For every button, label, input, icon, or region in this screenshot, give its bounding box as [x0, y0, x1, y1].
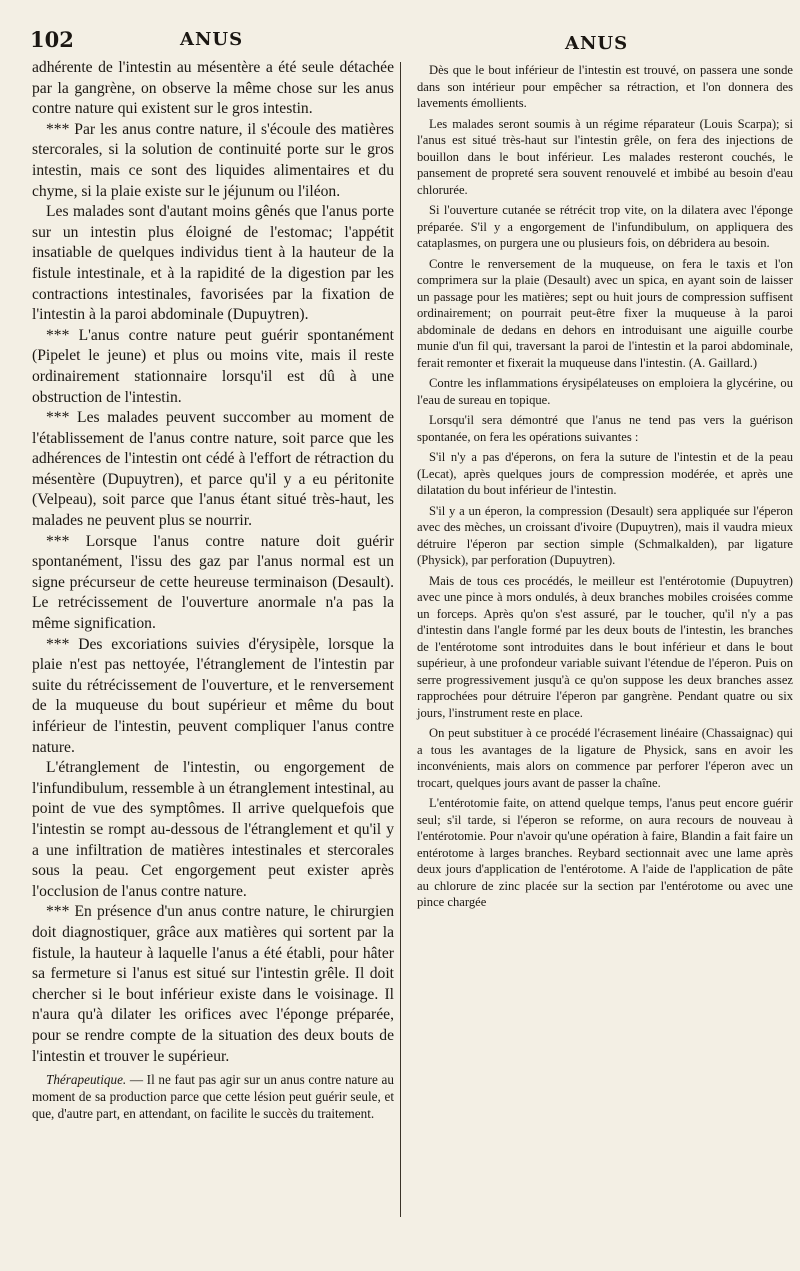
paragraph: On peut substituer à ce procédé l'écrasement linéaire (Chassaignac) qui a tous les avantages de la ligature de Physick, sans en avoir les inconvénients, mais alors on commence par perforer l'éperon avec un trocart, quelques jours avant de passer la chaîne. — [417, 726, 793, 790]
section-text: — Il ne faut pas agir sur un anus contre nature au moment de sa production parce que cette lésion peut guérir seule, et que, d'autre part, en attendant, on facilite le succès du traitement. — [32, 1072, 394, 1122]
paragraph: adhérente de l'intestin au mésentère a été seule détachée par la gangrène, on observe la même chose sur les anus contre nature qui existent sur le gros intestin. — [32, 59, 394, 118]
page-number: 102 — [30, 27, 74, 52]
section-lead: Thérapeutique. — [46, 1072, 127, 1088]
paragraph: Contre les inflammations érysipélateuses on emploiera la glycérine, ou l'eau de sureau en topique. — [417, 376, 793, 407]
left-column — [32, 58, 394, 1122]
paragraph: S'il y a un éperon, la compression (Desault) sera appliquée sur l'éperon avec des mèches, un croissant d'ivoire (Dupuytren), mais il vaudra mieux détruire l'éperon par section simple (Schmalkalden), par ligature (Physick), par perforation (Dupuytren). — [417, 503, 793, 567]
paragraph: *** Des excoriations suivies d'érysipèle, lorsque la plaie n'est pas nettoyée, l'étranglement de l'intestin par suite du rétrécissement de l'ouverture, et le renversement de la muqueuse du bout supérieur et même du bout inférieur de l'intestin, peuvent compliquer l'anus contre nature. — [32, 635, 394, 756]
paragraph: Les malades sont d'autant moins gênés que l'anus porte sur un intestin plus éloigné de l'estomac; l'appétit insatiable de quelques individus tient à la hauteur de la fistule intestinale, et à la rapidité de la digestion par les contractions intestinales, favorisées par la fixation de l'intestin à la paroi abdominale (Dupuytren). — [32, 203, 394, 324]
column-divider — [400, 62, 401, 1217]
right-column — [417, 62, 793, 915]
running-title-right: ANUS — [565, 33, 629, 54]
paragraph: *** Lorsque l'anus contre nature doit guérir spontanément, l'issu des gaz par l'anus normal est un signe précurseur de cette heureuse terminaison (Desault). Le retrécissement de l'ouverture anormale n'a pas la même signification. — [32, 532, 394, 633]
paragraph: L'étranglement de l'intestin, ou engorgement de l'infundibulum, ressemble à un étranglement intestinal, au point de vue des symptômes. Il arrive quelquefois que l'intestin se rompt au-dessous de l'étranglement et qu'il y a une infiltration de matières intestinales et stercorales sous la peau. Cet engorgement peut exister après l'occlusion de l'anus contre nature. — [32, 759, 394, 900]
running-title-left: ANUS — [180, 29, 244, 50]
paragraph: *** Les malades peuvent succomber au moment de l'établissement de l'anus contre nature, soit parce que les adhérences de l'intestin ont cédé à l'effort de rétraction du mésentère (Dupuytren), et parce qu'il y a eu péritonite (Velpeau), soit parce que l'anus étant situé très-haut, les malades ne peuvent plus se nourrir. — [32, 409, 394, 530]
therapeutique-paragraph — [32, 1071, 394, 1122]
paragraph: Si l'ouverture cutanée se rétrécit trop vite, on la dilatera avec l'éponge préparée. S'il y a engorgement de l'infundibulum, on appliquera des cataplasmes, on purgera une ou plusieurs fois, on débridera au besoin. — [417, 203, 793, 250]
paragraph: Mais de tous ces procédés, le meilleur est l'entérotomie (Dupuytren) avec une pince à mors ondulés, à deux branches mobiles croisées comme un forceps. Après qu'on s'est assuré, par le toucher, qu'il n'y a pas d'intestin dans l'angle formé par les deux bouts de l'intestin, les branches de l'entérotome sont introduites dans le bout inférieur et dans le bout supérieur, à une profondeur variable suivant l'étendue de l'éperon. Puis on serre progressivement jusqu'à ce qu'on suppose les deux branches assez rapprochées pour détruire l'éperon par gangrène. Pendant quatre ou six jours, l'instrument reste en place. — [417, 573, 793, 720]
paragraph: *** Par les anus contre nature, il s'écoule des matières stercorales, si la solution de continuité porte sur le gros intestin, mais ce sont des liquides alimentaires et du chyme, si la plaie existe sur le jéjunum ou l'iléon. — [32, 120, 394, 200]
paragraph: *** En présence d'un anus contre nature, le chirurgien doit diagnostiquer, grâce aux matières qui sortent par la fistule, la hauteur à laquelle l'anus a été établi, pour hâter sa fermeture si l'anus est situé sur l'intestin grêle. Il doit chercher si le bout inférieur existe dans le voisinage. Il n'aura qu'à dilater les orifices avec l'éponge préparée, pour se rendre compte de la situation des deux bouts de l'intestin et trouver le supérieur. — [32, 903, 394, 1065]
paragraph: Les malades seront soumis à un régime réparateur (Louis Scarpa); si l'anus est situé très-haut sur l'intestin grêle, on fera des injections de bouillon dans le bout inférieur. Les malades resteront couchés, le pansement de propreté sera souvent renouvelé et imbibé au besoin d'eau chlorurée. — [417, 116, 793, 197]
page-header — [30, 25, 792, 61]
paragraph: S'il n'y a pas d'éperons, on fera la suture de l'intestin et de la peau (Lecat), après quelques jours de compression modérée, et après une dilatation du bout inférieur de l'intestin. — [417, 450, 793, 497]
paragraph: Dès que le bout inférieur de l'intestin est trouvé, on passera une sonde dans son intérieur pour empêcher sa rétraction, et l'on donnera des lavements émollients. — [417, 63, 793, 110]
paragraph: Contre le renversement de la muqueuse, on fera le taxis et l'on comprimera sur la plaie (Desault) avec un spica, en ayant soin de laisser un passage pour les matières; sept ou huit jours de compression suffisent ordinairement; on pourrait peut-être fixer la muqueuse à la paroi abdominale de dedans en dehors en introduisant une aiguille courbe munie d'un fil qui, traversant la paroi de l'intestin et la paroi abdominale, ferait remonter et fixerait la muqueuse dans l'intestin. (A. Gaillard.) — [417, 256, 793, 370]
paragraph: *** L'anus contre nature peut guérir spontanément (Pipelet le jeune) et plus ou moins vite, mais il reste ordinairement stationnaire lorsqu'il est dû à une obstruction de l'intestin. — [32, 326, 394, 406]
paragraph: L'entérotomie faite, on attend quelque temps, l'anus peut encore guérir seul; s'il tarde, si l'éperon se reforme, on aura recours de nouveau à l'entérotomie. Pour n'avoir qu'une opération à faire, Blandin a fait faire un entérotome à larges branches. Reybard sectionnait avec une lame après deux jours d'application de l'entérotome. A l'aide de l'application de pâte au chlorure de zinc placée sur la section par l'entérotome ou avec une pince chargée — [417, 796, 793, 909]
paragraph: Lorsqu'il sera démontré que l'anus ne tend pas vers la guérison spontanée, on fera les opérations suivantes : — [417, 413, 793, 444]
